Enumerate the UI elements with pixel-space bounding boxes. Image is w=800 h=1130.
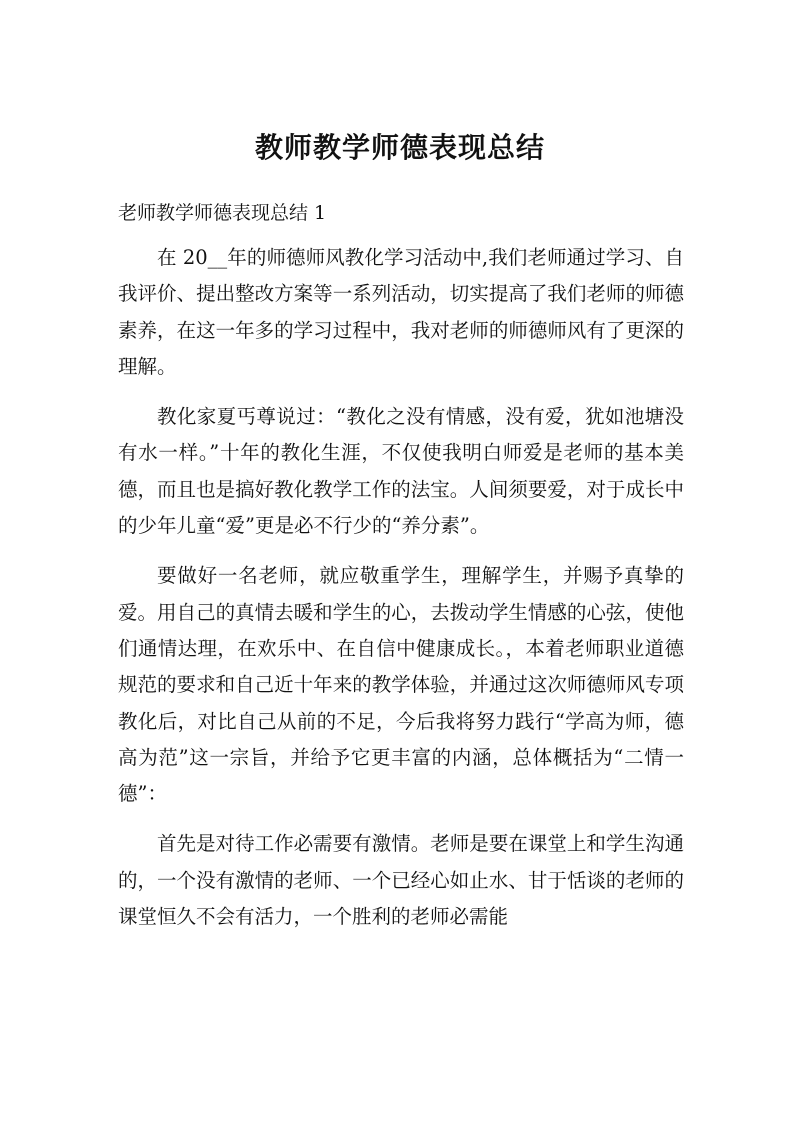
- paragraph-1: 在 20__年的师德师风教化学习活动中,我们老师通过学习、自我评价、提出整改方案等一系列活动，切实提高了我们老师的师德素养，在这一年多的学习过程中，我对老师的师德师风有了更深的理解。: [118, 246, 684, 378]
- paragraph-3: 要做好一名老师，就应敬重学生，理解学生，并赐予真挚的爱。用自己的真情去暖和学生的心，去拨动学生情感的心弦，使他们通情达理，在欢乐中、在自信中健康成长。，本着老师职业道德规范的要求和自己近十年来的教学体验，并通过这次师德师风专项教化后，对比自己从前的不足，今后我将努力践行“学高为师，德高为范”这一宗旨，并给予它更丰富的内涵，总体概括为“二情一德”：: [118, 564, 684, 806]
- paragraph-2: 教化家夏丐尊说过：“教化之没有情感，没有爱，犹如池塘没有水一样。”十年的教化生涯，不仅使我明白师爱是老师的基本美德，而且也是搞好教化教学工作的法宝。人间须要爱，对于成长中的少年儿童“爱”更是必不行少的“养分素”。: [118, 405, 684, 538]
- paragraph-4: 首先是对待工作必需要有激情。老师是要在课堂上和学生沟通的，一个没有激情的老师、一个已经心如止水、甘于恬谈的老师的课堂恒久不会有活力，一个胜利的老师必需能: [118, 832, 684, 929]
- document-title: 教师教学师德表现总结: [254, 131, 545, 164]
- document-body: [118, 240, 684, 949]
- section-subtitle: 老师教学师德表现总结 1: [118, 202, 327, 224]
